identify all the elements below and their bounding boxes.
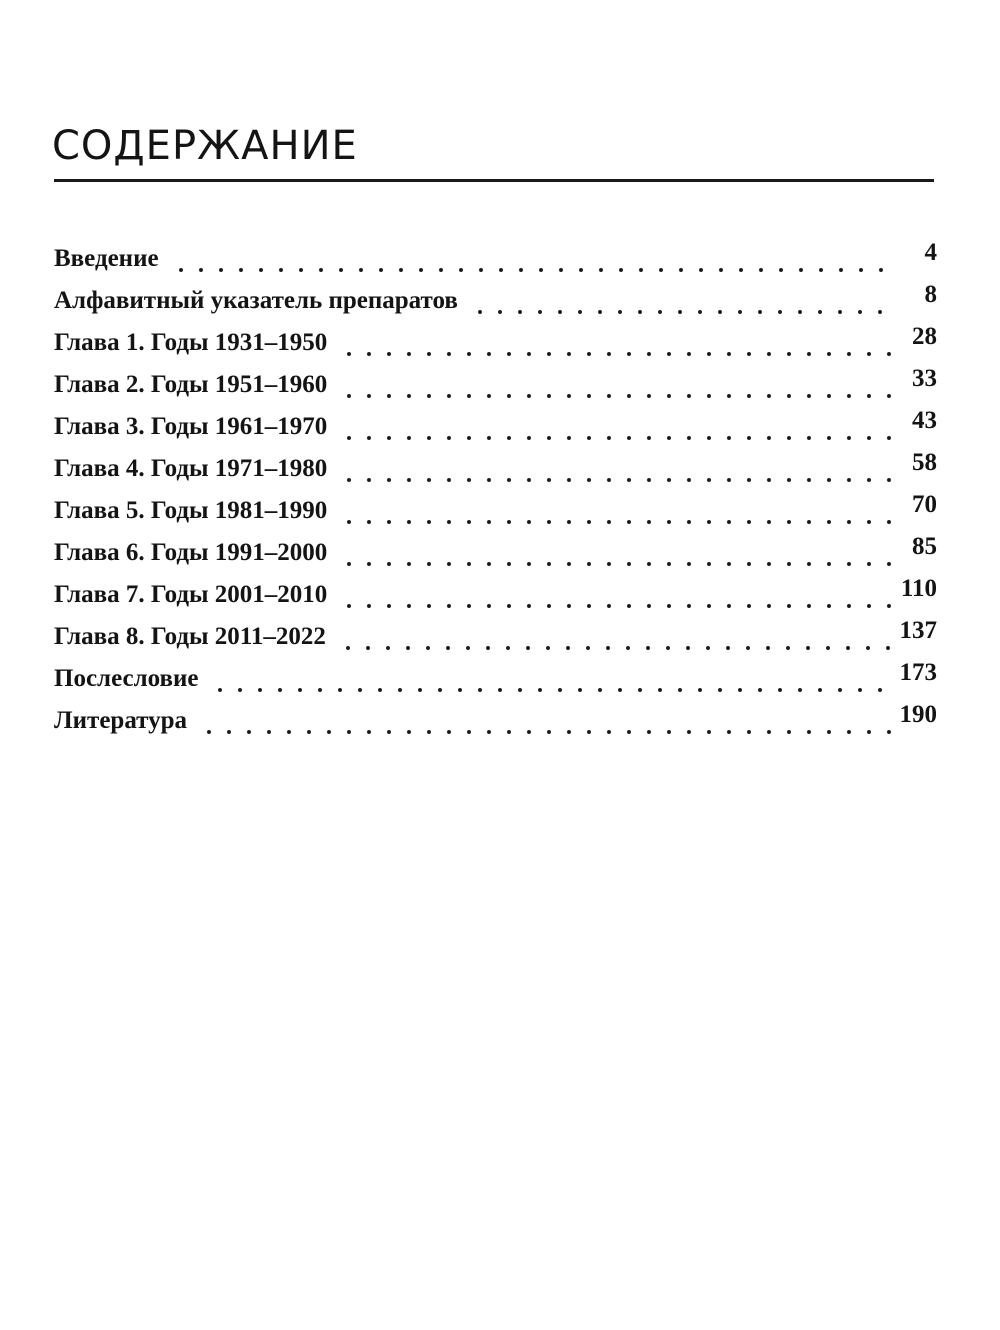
- toc-entry-page: 173: [899, 659, 937, 686]
- toc-entry-label: Глава 3. Годы 1961–1970: [54, 413, 328, 440]
- dot-leader: [171, 244, 893, 274]
- toc-entry-page: 8: [924, 281, 937, 308]
- toc-entry-page: 137: [899, 617, 937, 644]
- toc-entry-page: 33: [912, 365, 937, 392]
- toc-entry-label: Глава 4. Годы 1971–1980: [54, 455, 328, 482]
- toc-entry-label: Глава 7. Годы 2001–2010: [54, 581, 328, 608]
- toc-entry-page: 58: [912, 449, 937, 476]
- toc-entry-label: Литература: [54, 707, 188, 734]
- toc-entry-page: 4: [924, 239, 937, 266]
- dot-leader: [210, 664, 893, 694]
- toc-entry-chapter-3[interactable]: [54, 406, 937, 448]
- toc-entry-page: 70: [912, 491, 937, 518]
- toc-entry-page: 43: [912, 407, 937, 434]
- toc-entry-page: 85: [912, 533, 937, 560]
- title-rule: [54, 179, 934, 182]
- toc-entry-label: Глава 6. Годы 1991–2000: [54, 539, 328, 566]
- toc-entry-page: 190: [899, 701, 937, 728]
- dot-leader: [339, 538, 893, 568]
- dot-leader: [199, 706, 893, 736]
- toc-entry-label: Глава 8. Годы 2011–2022: [54, 623, 326, 650]
- toc-entry-chapter-5[interactable]: [54, 490, 937, 532]
- dot-leader: [339, 454, 893, 484]
- dot-leader: [338, 622, 893, 652]
- dot-leader: [339, 412, 893, 442]
- toc-entry-drug-index[interactable]: [54, 280, 937, 322]
- toc-entry-chapter-8[interactable]: [54, 616, 937, 658]
- dot-leader: [470, 286, 893, 316]
- toc-entry-introduction[interactable]: [54, 238, 937, 280]
- toc-entry-label: Введение: [54, 245, 159, 272]
- toc-entry-chapter-2[interactable]: [54, 364, 937, 406]
- toc-entry-label: Послесловие: [54, 665, 199, 692]
- toc-entry-page: 28: [912, 323, 937, 350]
- toc-entry-chapter-6[interactable]: [54, 532, 937, 574]
- page-title: СОДЕРЖАНИЕ: [52, 123, 358, 169]
- toc-entry-chapter-7[interactable]: [54, 574, 937, 616]
- dot-leader: [339, 370, 893, 400]
- toc-entry-afterword[interactable]: [54, 658, 937, 700]
- toc-entry-label: Глава 5. Годы 1981–1990: [54, 497, 328, 524]
- toc-entry-chapter-1[interactable]: [54, 322, 937, 364]
- toc-entry-page: 110: [900, 575, 937, 602]
- toc-entry-label: Глава 1. Годы 1931–1950: [54, 329, 328, 356]
- dot-leader: [339, 328, 893, 358]
- toc-entry-label: Глава 2. Годы 1951–1960: [54, 371, 328, 398]
- toc-entry-bibliography[interactable]: [54, 700, 937, 742]
- table-of-contents: [54, 238, 937, 742]
- dot-leader: [339, 496, 893, 526]
- toc-entry-chapter-4[interactable]: [54, 448, 937, 490]
- dot-leader: [339, 580, 893, 610]
- toc-entry-label: Алфавитный указатель препаратов: [54, 287, 458, 314]
